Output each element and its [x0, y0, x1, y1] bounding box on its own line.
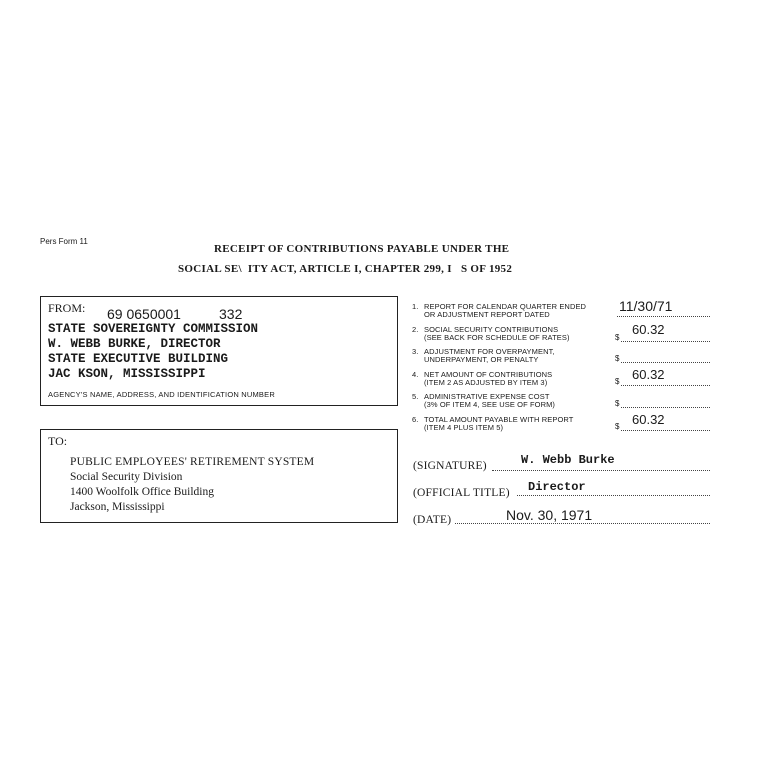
signature-line [492, 470, 710, 471]
signature-value: W. Webb Burke [521, 453, 615, 467]
agency-number-suffix: 332 [219, 306, 243, 322]
item-4-line [621, 385, 710, 386]
date-value: Nov. 30, 1971 [506, 507, 593, 523]
item-4-value: 60.32 [632, 367, 665, 382]
agency-number: 69 0650001 [107, 306, 181, 322]
from-caption: AGENCY'S NAME, ADDRESS, AND IDENTIFICATION NUMBER [48, 390, 275, 399]
from-address-line: W. WEBB BURKE, DIRECTOR [48, 337, 221, 351]
date-line [455, 523, 710, 524]
item-4-dollar: $ [615, 377, 620, 386]
to-address-line: 1400 Woolfolk Office Building [70, 486, 214, 498]
item-1-value: 11/30/71 [619, 298, 673, 314]
form-title-line-1: RECEIPT OF CONTRIBUTIONS PAYABLE UNDER THE [214, 243, 510, 255]
form-id: Pers Form 11 [40, 237, 88, 246]
item-2-value: 60.32 [632, 322, 665, 337]
official-title-label: (OFFICIAL TITLE) [413, 487, 510, 499]
item-4: 4. NET AMOUNT OF CONTRIBUTIONS (ITEM 2 AS ADJUSTED BY ITEM 3) [412, 370, 553, 387]
signature-label: (SIGNATURE) [413, 460, 487, 472]
from-address-line: JAC KSON, MISSISSIPPI [48, 367, 206, 381]
item-1-line [617, 316, 710, 317]
from-address-line: STATE EXECUTIVE BUILDING [48, 352, 229, 366]
to-address-line: Jackson, Mississippi [70, 501, 165, 513]
item-5-line [621, 407, 710, 408]
item-6: 6. TOTAL AMOUNT PAYABLE WITH REPORT (ITEM 4 PLUS ITEM 5) [412, 415, 574, 432]
item-6-line [621, 430, 710, 431]
to-address-line: PUBLIC EMPLOYEES' RETIREMENT SYSTEM [70, 456, 315, 468]
item-2: 2. SOCIAL SECURITY CONTRIBUTIONS (SEE BACK FOR SCHEDULE OF RATES) [412, 325, 570, 342]
from-label: FROM: [48, 301, 86, 315]
to-label: TO: [48, 434, 68, 448]
official-title-value: Director [528, 480, 586, 494]
item-1: 1. REPORT FOR CALENDAR QUARTER ENDED OR ADJUSTMENT REPORT DATED [412, 302, 587, 319]
from-address-line: STATE SOVEREIGNTY COMMISSION [48, 322, 259, 336]
official-title-line [517, 495, 710, 496]
item-6-value: 60.32 [632, 412, 665, 427]
to-address-line: Social Security Division [70, 471, 183, 483]
item-5-dollar: $ [615, 399, 620, 408]
item-6-dollar: $ [615, 422, 620, 431]
date-label: (DATE) [413, 514, 452, 526]
item-3-dollar: $ [615, 354, 620, 363]
to-address [70, 455, 314, 515]
item-5: 5. ADMINISTRATIVE EXPENSE COST (3% OF ITEM 4, SEE USE OF FORM) [412, 392, 556, 409]
item-2-dollar: $ [615, 333, 620, 342]
item-2-line [621, 341, 710, 342]
form-title-line-2: SOCIAL SE\ ITY ACT, ARTICLE I, CHAPTER 299, I S OF 1952 [178, 263, 513, 275]
item-3: 3. ADJUSTMENT FOR OVERPAYMENT, UNDERPAYMENT, OR PENALTY [412, 347, 555, 364]
from-address [48, 322, 258, 382]
item-3-line [621, 362, 710, 363]
